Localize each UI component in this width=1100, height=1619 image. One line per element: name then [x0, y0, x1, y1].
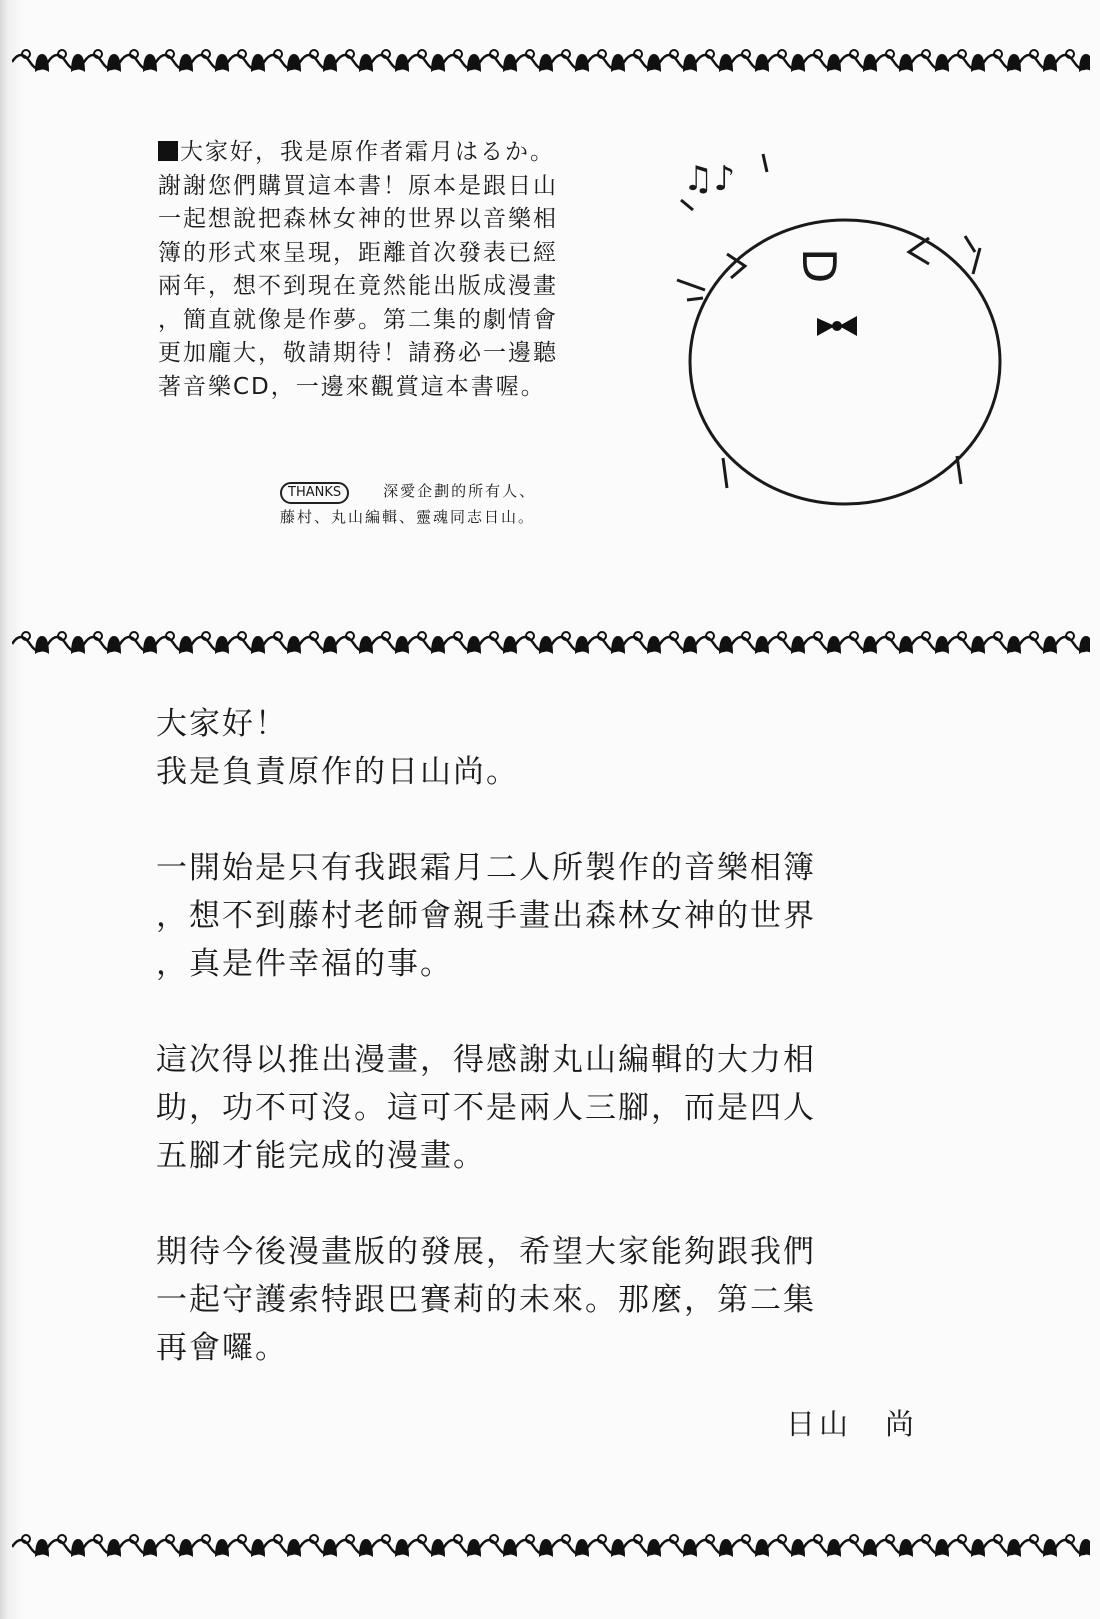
letter-line: ，想不到藤村老師會親手畫出森林女神的世界 — [156, 898, 816, 934]
bell-flower-icon — [778, 50, 805, 72]
bell-flower-icon — [274, 1535, 301, 1557]
bell-flower-icon — [1030, 50, 1057, 72]
author-note-line-7: 更加龐大，敬請期待！請務必一邊聽 — [158, 340, 558, 366]
bell-flower-icon — [22, 632, 49, 654]
bell-flower-icon — [238, 632, 265, 654]
bell-flower-icon — [562, 1535, 589, 1557]
bell-flower-icon — [202, 632, 229, 654]
ornament-vine — [12, 622, 1090, 658]
bell-flower-icon — [418, 632, 445, 654]
decorative-border-middle — [12, 622, 1090, 658]
bell-flower-icon — [706, 1535, 733, 1557]
letter-line: 再會囉。 — [156, 1330, 288, 1366]
open-mouth: D — [792, 248, 846, 284]
bell-flower-icon — [130, 632, 157, 654]
bell-flower-icon — [22, 50, 49, 72]
letter-line: 一開始是只有我跟霜月二人所製作的音樂相簿 — [156, 850, 816, 886]
letter-line: ，真是件幸福的事。 — [156, 946, 453, 982]
letter-line: 期待今後漫畫版的發展，希望大家能夠跟我們 — [156, 1234, 816, 1270]
square-bullet-icon — [158, 141, 178, 161]
bell-flower-icon — [670, 632, 697, 654]
bell-flower-icon — [886, 632, 913, 654]
bell-flower-icon — [598, 1535, 625, 1557]
paragraph-gap — [156, 1180, 876, 1228]
thanks-badge: THANKS — [280, 482, 349, 504]
bell-flower-icon — [382, 632, 409, 654]
bell-flower-icon — [1066, 632, 1090, 654]
bell-flower-icon — [742, 632, 769, 654]
bell-flower-icon — [382, 1535, 409, 1557]
bell-flower-icon — [670, 50, 697, 72]
bell-flower-icon — [778, 632, 805, 654]
author-note — [158, 136, 638, 404]
bell-flower-icon — [94, 632, 121, 654]
bell-flower-icon — [814, 632, 841, 654]
letter-line: 助，功不可沒。這可不是兩人三腳，而是四人 — [156, 1090, 816, 1126]
bell-flower-icon — [310, 1535, 337, 1557]
thanks-block — [280, 478, 536, 530]
note-tick — [763, 154, 767, 172]
bell-flower-icon — [1066, 1535, 1090, 1557]
bell-flower-icon — [526, 1535, 553, 1557]
bell-flower-icon — [814, 50, 841, 72]
bell-flower-icon — [58, 1535, 85, 1557]
bell-flower-icon — [454, 1535, 481, 1557]
bell-flower-icon — [958, 50, 985, 72]
right-eye — [909, 238, 929, 264]
bell-flower-icon — [1030, 632, 1057, 654]
bell-flower-icon — [634, 50, 661, 72]
paragraph-gap — [156, 796, 876, 844]
bell-flower-icon — [706, 50, 733, 72]
bell-flower-icon — [418, 50, 445, 72]
bell-flower-icon — [22, 1535, 49, 1557]
letter-line: 一起守護索特跟巴賽莉的未來。那麼，第二集 — [156, 1282, 816, 1318]
author-note-line-8: 著音樂CD，一邊來觀賞這本書喔。 — [158, 373, 546, 400]
bell-flower-icon — [634, 632, 661, 654]
bell-flower-icon — [670, 1535, 697, 1557]
bell-flower-icon — [238, 1535, 265, 1557]
bell-flower-icon — [634, 1535, 661, 1557]
bell-flower-icon — [454, 632, 481, 654]
afterword-letter — [156, 700, 876, 1372]
bell-flower-icon — [994, 632, 1021, 654]
signature: 日山 尚 — [786, 1407, 919, 1441]
bell-flower-icon — [850, 50, 877, 72]
bell-flower-icon — [418, 1535, 445, 1557]
sound-mark — [681, 200, 693, 210]
bell-flower-icon — [202, 1535, 229, 1557]
right-whisker — [965, 236, 980, 274]
bell-flower-icon — [166, 50, 193, 72]
bell-flower-icon — [742, 50, 769, 72]
ornament-vine — [12, 40, 1090, 76]
letter-line: 大家好！ — [156, 706, 288, 742]
round-face-doodle — [675, 140, 1015, 510]
bell-flower-icon — [850, 632, 877, 654]
bow-tie-knot — [832, 321, 842, 331]
bell-flower-icon — [238, 50, 265, 72]
author-note-line-1: 大家好，我是原作者霜月はるか。 — [158, 136, 638, 170]
bell-flower-icon — [130, 1535, 157, 1557]
author-note-line-5: 兩年，想不到現在竟然能出版成漫畫 — [158, 273, 558, 299]
author-note-line-6: ，簡直就像是作夢。第二集的劇情會 — [158, 306, 558, 333]
bell-flower-icon — [526, 50, 553, 72]
bell-flower-icon — [202, 50, 229, 72]
bell-flower-icon — [454, 50, 481, 72]
bell-flower-icon — [922, 1535, 949, 1557]
bell-flower-icon — [130, 50, 157, 72]
decorative-border-top — [12, 40, 1090, 76]
bell-flower-icon — [922, 632, 949, 654]
bell-flower-icon — [814, 1535, 841, 1557]
bell-flower-icon — [346, 50, 373, 72]
bell-flower-icon — [994, 1535, 1021, 1557]
bell-flower-icon — [1030, 1535, 1057, 1557]
bell-flower-icon — [274, 632, 301, 654]
decorative-border-bottom — [12, 1525, 1090, 1561]
bell-flower-icon — [778, 1535, 805, 1557]
bell-flower-icon — [706, 632, 733, 654]
author-note-line-3: 一起想說把森林女神的世界以音樂相 — [158, 206, 558, 232]
bell-flower-icon — [490, 1535, 517, 1557]
bell-flower-icon — [166, 632, 193, 654]
paragraph-gap — [156, 988, 876, 1036]
thanks-line-1: 深愛企劃的所有人、 — [383, 482, 537, 500]
ornament-vine — [12, 1525, 1090, 1561]
bell-flower-icon — [562, 50, 589, 72]
bell-flower-icon — [886, 1535, 913, 1557]
letter-line: 五腳才能完成的漫畫。 — [156, 1138, 486, 1174]
author-note-line-2: 謝謝您們購買這本書！原本是跟日山 — [158, 172, 558, 199]
bell-flower-icon — [886, 50, 913, 72]
bell-flower-icon — [346, 632, 373, 654]
letter-line: 這次得以推出漫畫，得感謝丸山編輯的大力相 — [156, 1042, 816, 1078]
bell-flower-icon — [598, 50, 625, 72]
thanks-line-2: 藤村、丸山編輯、靈魂同志日山。 — [280, 508, 536, 526]
bell-flower-icon — [922, 50, 949, 72]
bell-flower-icon — [850, 1535, 877, 1557]
bell-flower-icon — [526, 632, 553, 654]
bell-flower-icon — [274, 50, 301, 72]
bell-flower-icon — [310, 632, 337, 654]
bell-flower-icon — [382, 50, 409, 72]
letter-line: 我是負責原作的日山尚。 — [156, 754, 519, 790]
bell-flower-icon — [58, 50, 85, 72]
bell-flower-icon — [166, 1535, 193, 1557]
left-whisker — [677, 280, 705, 300]
bell-flower-icon — [1066, 50, 1090, 72]
bell-flower-icon — [598, 632, 625, 654]
bell-flower-icon — [994, 50, 1021, 72]
music-notes-icon: ♫♪ — [683, 159, 736, 199]
author-note-line-4: 簿的形式來呈現，距離首次發表已經 — [158, 239, 558, 266]
bell-flower-icon — [346, 1535, 373, 1557]
bell-flower-icon — [958, 1535, 985, 1557]
bell-flower-icon — [310, 50, 337, 72]
bell-flower-icon — [94, 50, 121, 72]
bell-flower-icon — [958, 632, 985, 654]
bell-flower-icon — [490, 50, 517, 72]
bell-flower-icon — [58, 632, 85, 654]
bell-flower-icon — [490, 632, 517, 654]
bell-flower-icon — [94, 1535, 121, 1557]
scan-edge — [0, 0, 22, 1619]
bell-flower-icon — [742, 1535, 769, 1557]
bell-flower-icon — [562, 632, 589, 654]
